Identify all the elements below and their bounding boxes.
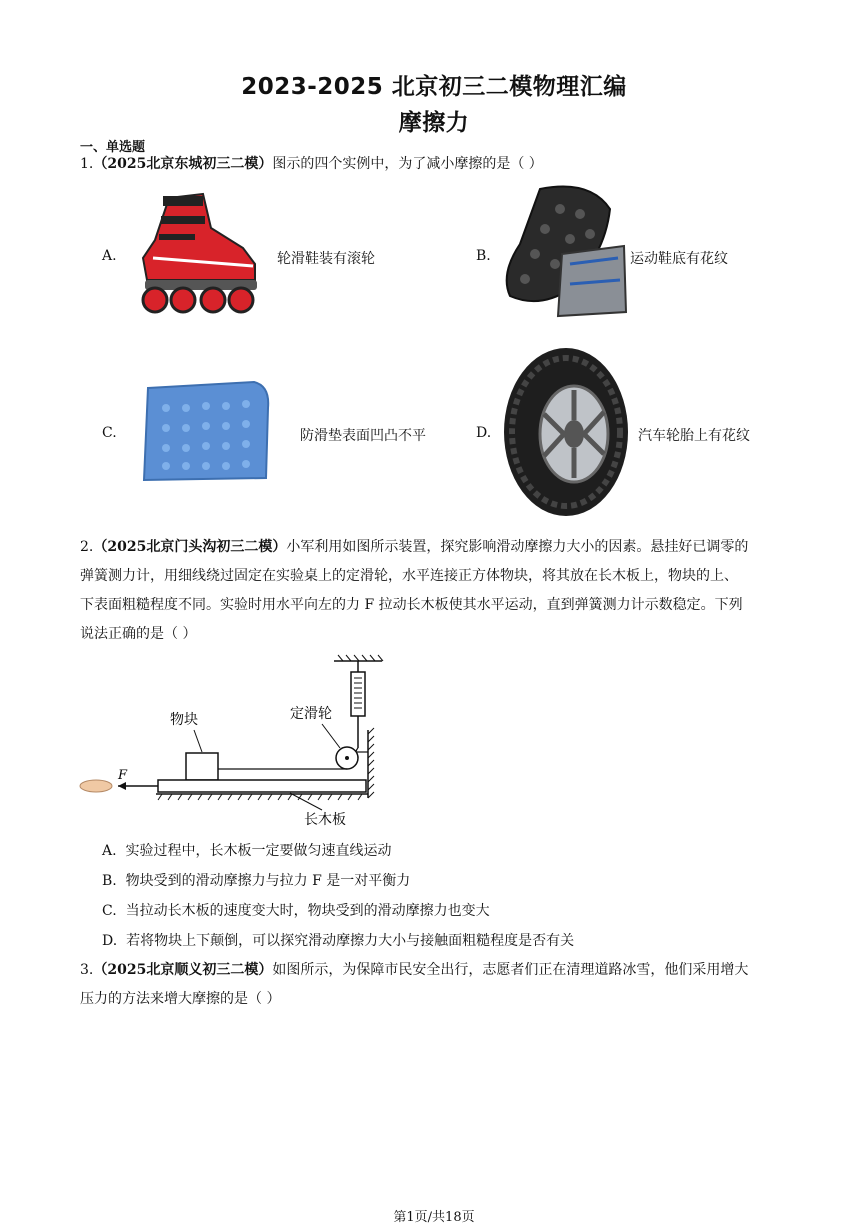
long-board <box>158 780 366 792</box>
force-label: F <box>118 768 128 783</box>
option-letter-c: C. <box>102 425 117 441</box>
option-text-a: 轮滑鞋装有滚轮 <box>277 251 375 267</box>
question-text-line: 弹簧测力计，用细线绕过固定在实验桌上的定滑轮，水平连接正方体物块，将其放在长木板上，物块的上、 <box>80 568 738 584</box>
anti-slip-mat-image <box>136 378 272 484</box>
page-footer: 第1页/共18页 <box>393 1210 475 1225</box>
page-title: 2023-2025 北京初三二模物理汇编 <box>241 74 627 100</box>
option-text-d: 汽车轮胎上有花纹 <box>638 428 750 444</box>
question-text-line: 下表面粗糙程度不同。实验时用水平向左的力 F 拉动长木板使其水平运动，直到弹簧测力计示数稳定。下列 <box>80 597 743 613</box>
question-text-line: 压力的方法来增大摩擦的是（ ） <box>80 991 281 1007</box>
hand-icon <box>80 780 112 792</box>
sneaker-sole-image <box>500 184 630 322</box>
q2-option-d: D. 若将物块上下颠倒，可以探究滑动摩擦力大小与接触面粗糙程度是否有关 <box>102 933 575 949</box>
spring-scale <box>351 672 365 716</box>
question-1-stem <box>80 150 543 179</box>
board-label: 长木板 <box>304 812 346 828</box>
block-label: 物块 <box>170 712 198 728</box>
option-letter-b: B. <box>476 248 491 264</box>
question-source: （2025北京门头沟初三二模） <box>93 539 287 555</box>
block <box>186 753 218 780</box>
question-2-stem <box>80 533 800 649</box>
roller-skate-image <box>133 188 265 318</box>
question-text-line: 小军利用如图所示装置，探究影响滑动摩擦力大小的因素。悬挂好已调零的 <box>286 539 749 555</box>
section-heading: 一、单选题 <box>80 140 146 155</box>
q2-option-c: C. 当拉动长木板的速度变大时，物块受到的滑动摩擦力也变大 <box>102 903 490 919</box>
option-letter-a: A. <box>102 248 117 264</box>
option-text-c: 防滑垫表面凹凸不平 <box>300 428 426 444</box>
friction-apparatus-diagram <box>78 652 388 832</box>
option-letter-d: D. <box>476 425 492 441</box>
pulley-label: 定滑轮 <box>290 706 332 722</box>
question-number: 1. <box>80 156 94 172</box>
option-text-b: 运动鞋底有花纹 <box>630 251 728 267</box>
q2-option-b: B. 物块受到的滑动摩擦力与拉力 F 是一对平衡力 <box>102 873 411 889</box>
question-text-line: 说法正确的是（ ） <box>80 626 197 642</box>
q2-option-a: A. 实验过程中，长木板一定要做匀速直线运动 <box>102 843 392 859</box>
question-text-line: 如图所示，为保障市民安全出行，志愿者们正在清理道路冰雪，他们采用增大 <box>272 962 749 978</box>
question-source: （2025北京顺义初三二模） <box>93 962 273 978</box>
question-number: 2. <box>80 539 94 555</box>
car-tire-image <box>500 344 632 520</box>
page-subtitle: 摩擦力 <box>398 110 470 136</box>
question-text: 图示的四个实例中，为了减小摩擦的是（ ） <box>272 156 543 172</box>
question-number: 3. <box>80 962 94 978</box>
question-source: （2025北京东城初三二模） <box>93 156 273 172</box>
question-3-stem <box>80 956 800 1014</box>
